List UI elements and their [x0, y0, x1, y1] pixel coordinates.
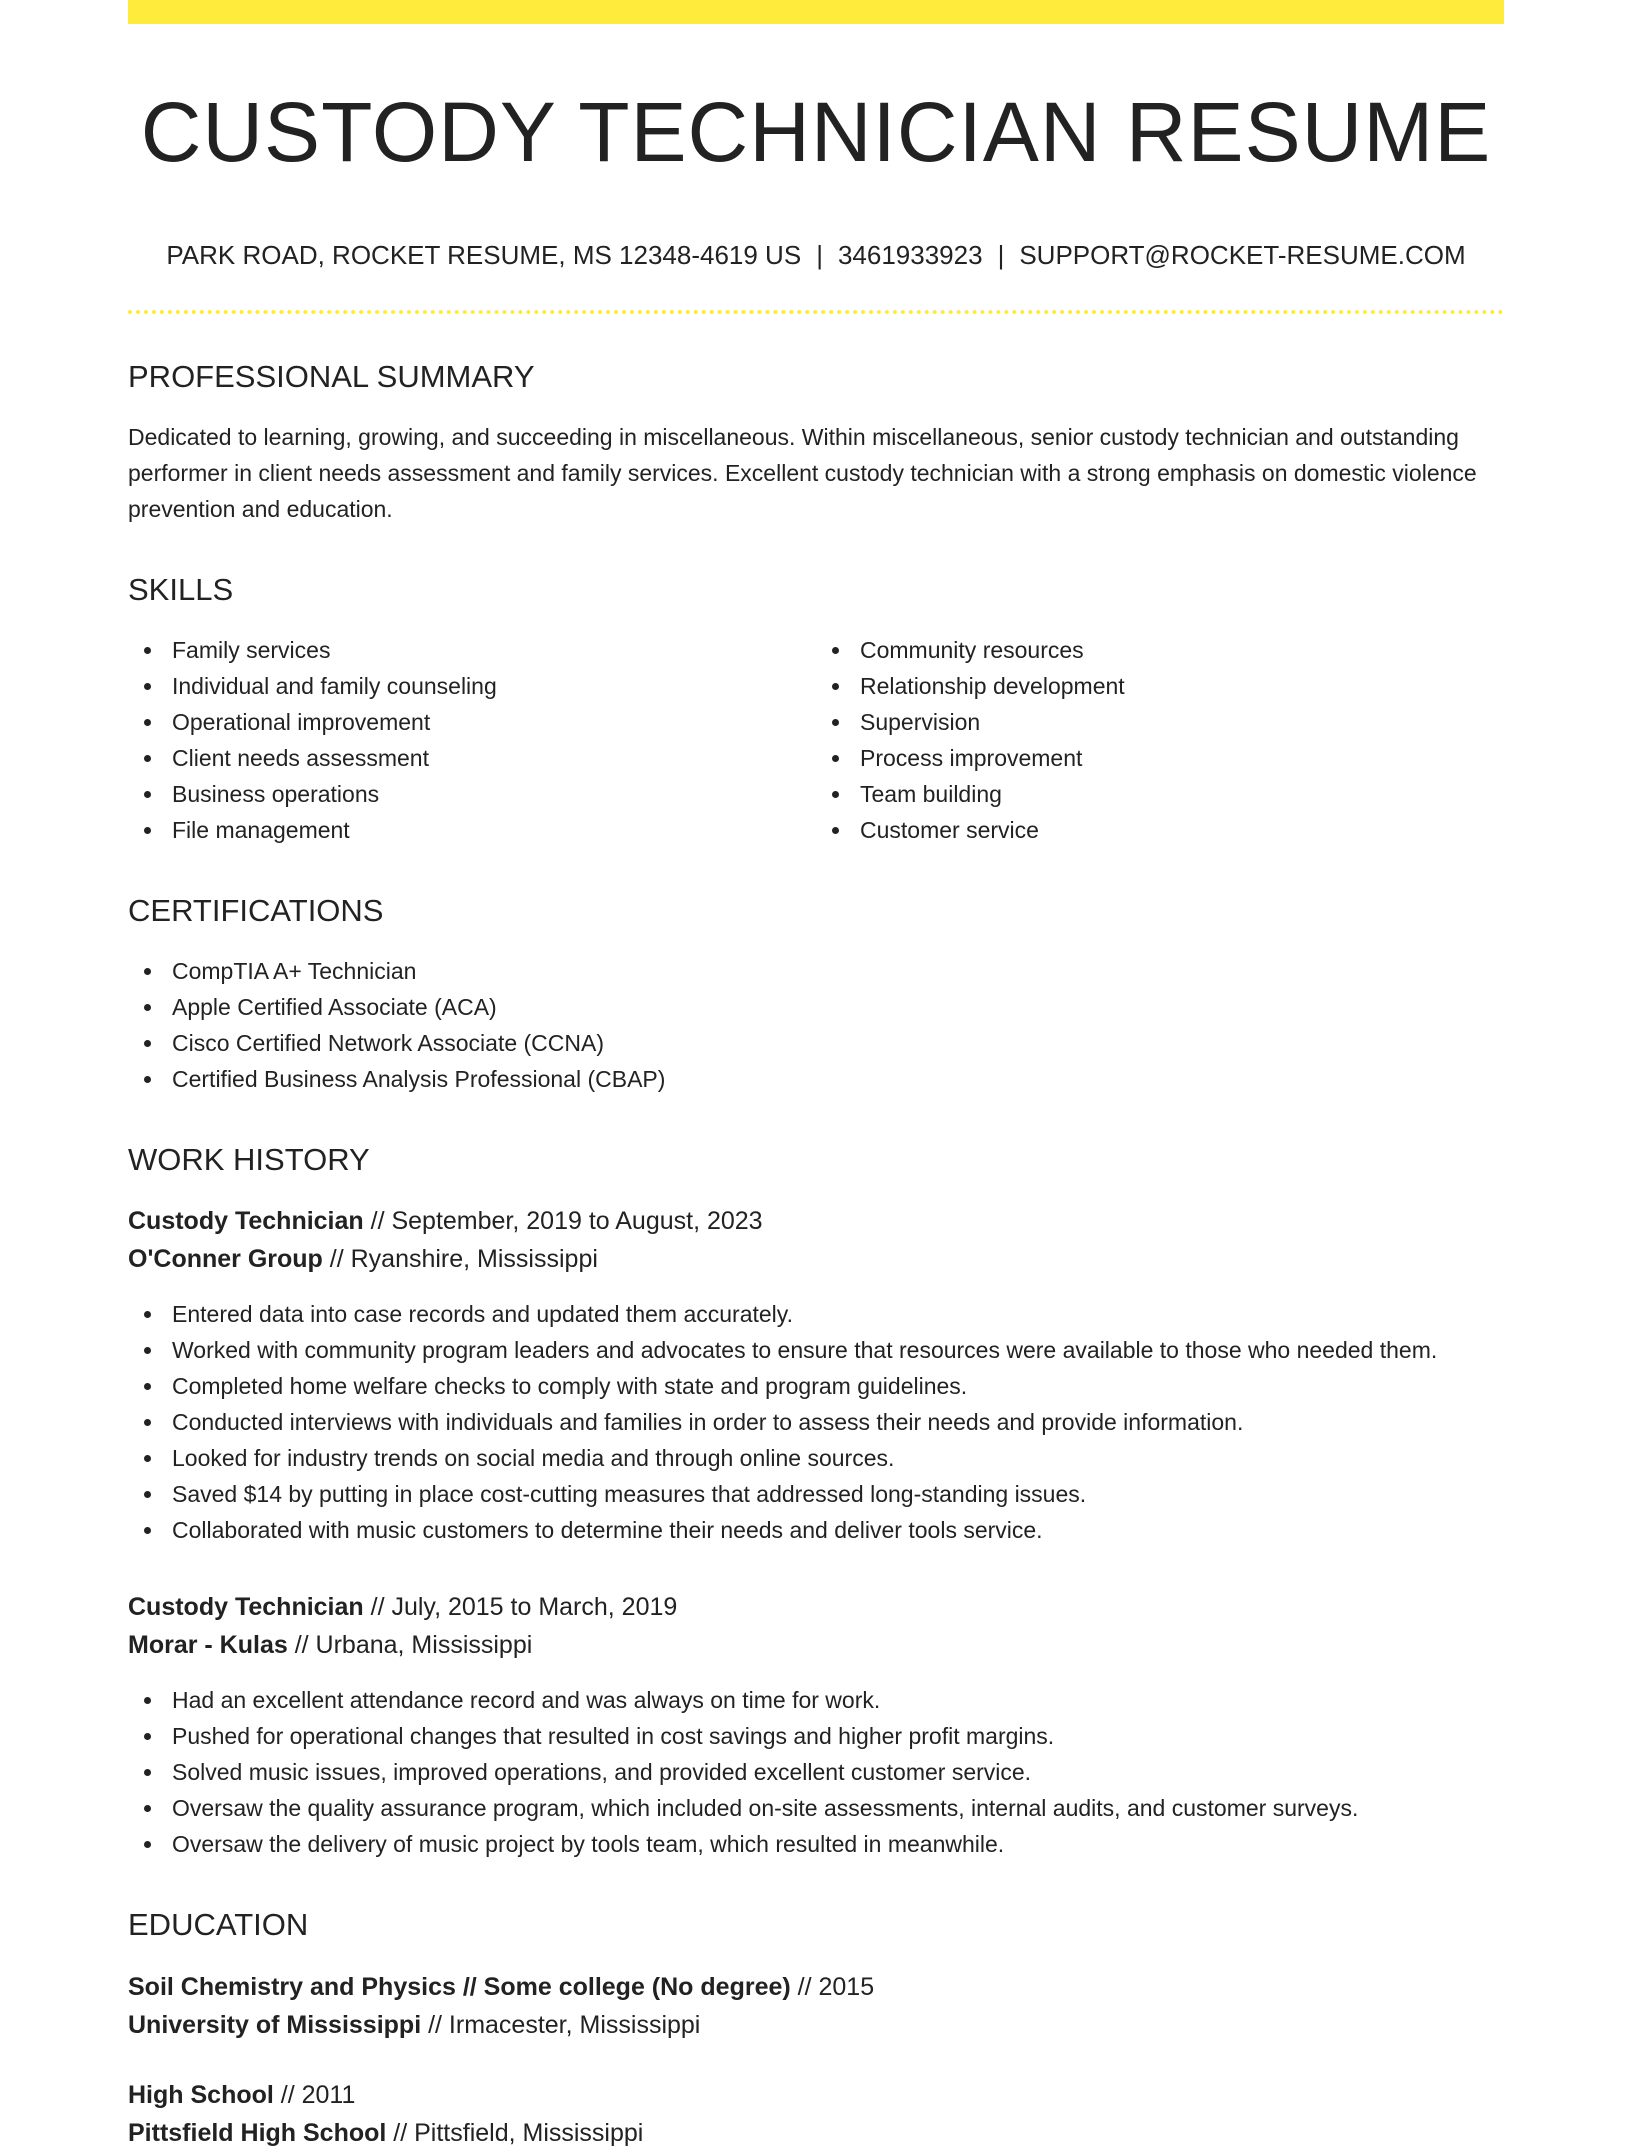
job-location: // Ryanshire, Mississippi [322, 1245, 598, 1274]
certification-item: Apple Certified Associate (ACA) [128, 989, 1504, 1025]
job-bullet: Entered data into case records and updated them accurately. [128, 1296, 1504, 1332]
skill-item: Operational improvement [128, 704, 816, 740]
education-year: // 2015 [790, 1972, 875, 2001]
skill-item: Client needs assessment [128, 740, 816, 776]
job-company-line [128, 1626, 1504, 1664]
skills-list-right [816, 632, 1504, 848]
job-dates: // July, 2015 to March, 2019 [363, 1593, 678, 1622]
skills-columns [128, 608, 1504, 848]
job-company: O'Conner Group [128, 1245, 323, 1274]
skills-list-left [128, 632, 816, 848]
education-degree-line [128, 1968, 1504, 2006]
job-bullet: Worked with community program leaders and advocates to ensure that resources were available to those who needed them. [128, 1332, 1504, 1368]
job-dates: // September, 2019 to August, 2023 [363, 1207, 763, 1236]
education-school-line [128, 2006, 1504, 2044]
job-bullet: Conducted interviews with individuals and families in order to assess their needs and provide information. [128, 1404, 1504, 1440]
header-divider [128, 310, 1504, 314]
address: PARK ROAD, ROCKET RESUME, MS 12348-4619 US [166, 240, 802, 271]
job-bullet: Oversaw the quality assurance program, which included on-site assessments, internal audits, and customer surveys. [128, 1790, 1504, 1826]
job-entry [128, 1588, 1504, 1862]
certification-item: Cisco Certified Network Associate (CCNA) [128, 1025, 1504, 1061]
skill-item: Process improvement [816, 740, 1504, 776]
skill-item: Community resources [816, 632, 1504, 668]
job-bullet: Oversaw the delivery of music project by tools team, which resulted in meanwhile. [128, 1826, 1504, 1862]
education-school: University of Mississippi [128, 2010, 422, 2039]
skill-item: File management [128, 812, 816, 848]
job-bullets [128, 1296, 1504, 1548]
job-bullets [128, 1682, 1504, 1862]
skill-item: Customer service [816, 812, 1504, 848]
job-bullet: Completed home welfare checks to comply with state and program guidelines. [128, 1368, 1504, 1404]
job-bullet: Solved music issues, improved operations, and provided excellent customer service. [128, 1754, 1504, 1790]
job-company: Morar - Kulas [128, 1631, 288, 1660]
skill-item: Family services [128, 632, 816, 668]
job-title: Custody Technician [128, 1593, 364, 1622]
education-degree: High School [128, 2080, 274, 2109]
resume-title: CUSTODY TECHNICIAN RESUME [140, 85, 1492, 179]
education-school-line [128, 2114, 1504, 2152]
job-bullet: Pushed for operational changes that resulted in cost savings and higher profit margins. [128, 1718, 1504, 1754]
education-heading: EDUCATION [128, 1907, 309, 1943]
job-bullet: Looked for industry trends on social media and through online sources. [128, 1440, 1504, 1476]
work-history-heading: WORK HISTORY [128, 1142, 370, 1178]
job-entry [128, 1202, 1504, 1548]
summary-text: Dedicated to learning, growing, and succeeding in miscellaneous. Within miscellaneous, senior custody technician and outstanding performer in client needs assessment and family services. Excellent custody technician with a strong emphasis on domestic violence prevention and education. [128, 423, 1477, 522]
education-degree: Soil Chemistry and Physics // Some college (No degree) [128, 1972, 791, 2001]
contact-line [128, 240, 1504, 271]
phone: 3461933923 [837, 240, 983, 271]
education-year: // 2011 [273, 2080, 356, 2109]
email-link[interactable]: SUPPORT@ROCKET-RESUME.COM [1019, 240, 1466, 271]
contact-separator: | [997, 240, 1005, 271]
top-accent-bar [128, 0, 1504, 24]
skills-heading: SKILLS [128, 571, 234, 607]
skill-item: Individual and family counseling [128, 668, 816, 704]
job-bullet: Saved $14 by putting in place cost-cutting measures that addressed long-standing issues. [128, 1476, 1504, 1512]
skill-item: Team building [816, 776, 1504, 812]
education-entry [128, 1968, 1504, 2044]
education-degree-line [128, 2076, 1504, 2114]
education-location: // Irmacester, Mississippi [421, 2010, 701, 2039]
skill-item: Relationship development [816, 668, 1504, 704]
job-title-line [128, 1588, 1504, 1626]
education-school: Pittsfield High School [128, 2118, 387, 2147]
skill-item: Supervision [816, 704, 1504, 740]
education-entry [128, 2076, 1504, 2152]
job-location: // Urbana, Mississippi [287, 1631, 533, 1660]
certification-item: CompTIA A+ Technician [128, 953, 1504, 989]
contact-separator: | [816, 240, 823, 271]
job-bullet: Collaborated with music customers to determine their needs and deliver tools service. [128, 1512, 1504, 1548]
education-location: // Pittsfield, Mississippi [386, 2118, 644, 2147]
certification-item: Certified Business Analysis Professional (CBAP) [128, 1061, 1504, 1097]
certifications-heading: CERTIFICATIONS [128, 892, 384, 928]
certifications-list [128, 953, 1504, 1097]
job-title-line [128, 1202, 1504, 1240]
job-bullet: Had an excellent attendance record and was always on time for work. [128, 1682, 1504, 1718]
summary-heading: PROFESSIONAL SUMMARY [128, 358, 535, 394]
job-title: Custody Technician [128, 1207, 364, 1236]
skill-item: Business operations [128, 776, 816, 812]
job-company-line [128, 1240, 1504, 1278]
